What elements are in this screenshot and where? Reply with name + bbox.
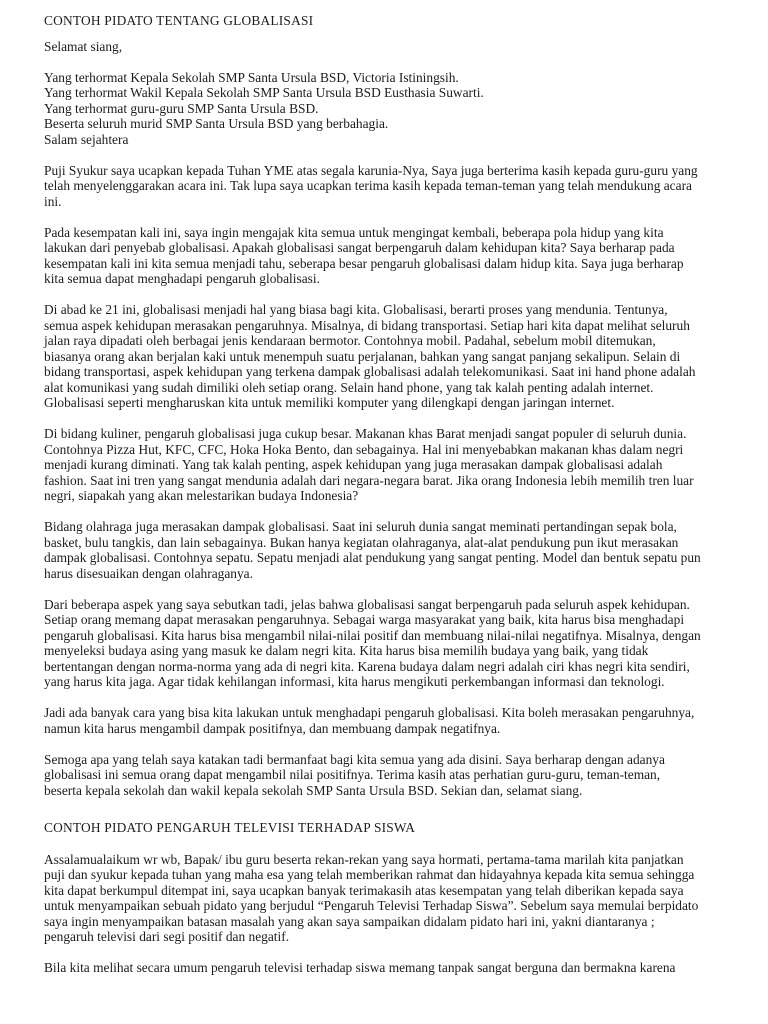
paragraph-line: dampak globalisasi. Contohnya sepatu. Sepatu menjadi alat pendukung yang sangat penting. Model dan bentuk sepatu pun — [44, 550, 701, 565]
paragraph-line: Dari beberapa aspek yang saya sebutkan tadi, jelas bahwa globalisasi sangat berpengaruh pada seluruh aspek kehidupan. — [44, 596, 690, 612]
paragraph-line: jalan raya dipadati oleh berbagai jenis kendaraan bermotor. Contohnya mobil. Padahal, sebelum mobil ditemukan, — [44, 333, 656, 348]
paragraph-line: Di abad ke 21 ini, globalisasi menjadi hal yang biasa bagi kita. Globalisasi, berarti proses yang mendunia. Tentunya, — [44, 302, 668, 317]
paragraph-line: basket, bulu tangkis, dan lain sebagainya. Bukan hanya kegiatan olahraganya, alat-alat pendukung pun ikut merasakan — [44, 534, 679, 550]
paragraph-line: Bidang olahraga juga merasakan dampak globalisasi. Saat ini seluruh dunia sangat meminati pertandingan sepak bola, — [44, 519, 677, 534]
paragraph-line: Pada kesempatan kali ini, saya ingin mengajak kita semua untuk mengingat kembali, beberapa pola hidup yang kita — [44, 224, 664, 240]
paragraph-line: namun kita harus mengambil dampak positifnya, dan membuang dampak negatifnya. — [44, 720, 501, 736]
paragraph-line: alat komunikasi yang sudah dimiliki oleh setiap orang. Selain hand phone, yang tak kalah penting adalah internet. — [44, 379, 654, 395]
paragraph-1 — [44, 163, 734, 210]
paragraph-line: globalisasi ini semua orang dapat mengambil nilai positifnya. Terima kasih atas perhatian guru-guru, teman-teman, — [44, 767, 661, 782]
greeting-text: Selamat siang, — [44, 38, 123, 54]
paragraph-5 — [44, 519, 734, 581]
salutation-block — [44, 70, 734, 148]
paragraph-line: telah menyelenggarakan acara ini. Tak lupa saya ucapkan terima kasih kepada teman-teman yang telah mendukung acara — [44, 178, 692, 193]
paragraph-10 — [44, 960, 734, 976]
paragraph-line: pengaruh globalisasi. Kita harus bisa mengambil nilai-nilai positif dan membuang nilai-nilai negatifnya. Misalnya, dengan — [44, 627, 701, 643]
paragraph-line: kita dapat berkumpul ditempat ini, saya ucapkan banyak terimakasih atas kesempatan yang telah diberikan kepada saya — [44, 882, 684, 898]
salutation-line: Yang terhormat Kepala Sekolah SMP Santa Ursula BSD, Victoria Istiningsih. — [44, 69, 459, 85]
paragraph-2 — [44, 225, 734, 287]
paragraph-line: menjadi kurang diminati. Yang tak kalah penting, aspek kehidupan yang juga merasakan dampak globalisasi adalah — [44, 457, 663, 472]
paragraph-line: beserta kepala sekolah dan wakil kepala sekolah SMP Santa Ursula BSD. Sekian dan, selamat siang. — [44, 782, 583, 798]
paragraph-7 — [44, 705, 734, 736]
paragraph-line: ini. — [44, 193, 62, 209]
paragraph-line: bidang transportasi, aspek kehidupan yang terkena dampak globalisasi adalah telekomunikasi. Saat ini hand phone adalah — [44, 364, 696, 379]
document-title: CONTOH PIDATO TENTANG GLOBALISASI — [44, 13, 314, 28]
salutation-line: Beserta seluruh murid SMP Santa Ursula BSD yang berbahagia. — [44, 116, 389, 131]
paragraph-line: negri, siapakah yang akan melestarikan budaya Indonesia? — [44, 488, 359, 503]
paragraph-line: pengaruh televisi dari segi positif dan negatif. — [44, 929, 290, 944]
paragraph-line: Bila kita melihat secara umum pengaruh televisi terhadap siswa memang tanpak sangat berguna dan bermakna karena — [44, 960, 676, 975]
paragraph-6 — [44, 597, 734, 690]
salutation-line: Yang terhormat Wakil Kepala Sekolah SMP Santa Ursula BSD Eusthasia Suwarti. — [44, 85, 484, 100]
paragraph-line: Assalamualaikum wr wb, Bapak/ ibu guru beserta rekan-rekan yang saya hormati, pertama-tama marilah kita panjatkan — [44, 851, 684, 867]
paragraph-line: kita semua dapat menghadapi pengaruh globalisasi. — [44, 271, 320, 286]
greeting — [44, 39, 734, 55]
document-page — [44, 13, 734, 991]
paragraph-line: bertentangan dengan norma-norma yang ada di negri kita. Karena budaya dalam negri adalah ciri khas negri kita sendiri, — [44, 658, 690, 674]
paragraph-line: yang harus kita jaga. Agar tidak kehilangan informasi, kita harus mengikuti perkembangan informasi dan teknologi. — [44, 674, 665, 689]
document-title-2: CONTOH PIDATO PENGARUH TELEVISI TERHADAP SISWA — [44, 820, 416, 835]
paragraph-line: puji dan syukur kepada tuhan yang maha esa yang telah memberikan rahmat dan hidayahnya kepada kita semua sehingga — [44, 867, 695, 882]
paragraph-line: Semoga apa yang telah saya katakan tadi bermanfaat bagi kita semua yang ada disini. Saya berharap dengan adanya — [44, 751, 665, 767]
paragraph-4 — [44, 426, 734, 504]
paragraph-line: fashion. Saat ini tren yang sangat mendunia adalah dari negara-negara barat. Jika orang Indonesia lebih memilih tren luar — [44, 472, 694, 488]
paragraph-line: untuk menyampaikan sebuah pidato yang berjudul “Pengaruh Televisi Terhadap Siswa”. Sebelum saya memulai berpidato — [44, 898, 699, 913]
salutation-line: Salam sejahtera — [44, 131, 129, 147]
paragraph-8 — [44, 752, 734, 799]
paragraph-line: saya ingin menyampaikan batasan masalah yang akan saya sampaikan didalam pidato hari ini, yakni diantaranya ; — [44, 913, 655, 929]
paragraph-3 — [44, 302, 734, 411]
paragraph-line: Setiap orang memang dapat merasakan pengaruhnya. Sebagai warga masyarakat yang baik, kita harus bisa menghadapi — [44, 612, 685, 627]
paragraph-line: biasanya orang akan berjalan kaki untuk menempuh suatu perjalanan, bahkan yang sangat panjang sekalipun. Selain di — [44, 348, 681, 364]
paragraph-line: lakukan dari penyebab globalisasi. Apakah globalisasi sangat berpengaruh dalam kehidupan kita? Saya berharap pada — [44, 240, 675, 255]
salutation-line: Yang terhormat guru-guru SMP Santa Ursula BSD. — [44, 100, 319, 116]
paragraph-line: kesempatan kali ini kita semua menjadi tahu, seberapa besar pengaruh globalisasi dalam hidup kita. Saya juga berharap — [44, 255, 684, 271]
paragraph-line: Puji Syukur saya ucapkan kepada Tuhan YME atas segala karunia-Nya, Saya juga berterima kasih kepada guru-guru yang — [44, 162, 698, 178]
paragraph-line: Jadi ada banyak cara yang bisa kita lakukan untuk menghadapi pengaruh globalisasi. Kita boleh merasakan pengaruhnya, — [44, 705, 695, 720]
paragraph-line: Contohnya Pizza Hut, KFC, CFC, Hoka Hoka Bento, dan sebagainya. Hal ini menyebabkan makanan khas dalam negri — [44, 441, 684, 457]
paragraph-line: semua aspek kehidupan merasakan pengaruhnya. Misalnya, di bidang transportasi. Setiap hari kita dapat melihat seluruh — [44, 317, 690, 333]
paragraph-9 — [44, 852, 734, 945]
paragraph-line: Di bidang kuliner, pengaruh globalisasi juga cukup besar. Makanan khas Barat menjadi sangat populer di seluruh dunia. — [44, 426, 687, 441]
paragraph-line: menyeleksi budaya asing yang masuk ke dalam negri kita. Kita harus bisa memilih budaya yang baik, yang tidak — [44, 643, 649, 658]
paragraph-line: harus disesuaikan dengan olahraganya. — [44, 565, 253, 581]
paragraph-line: Globalisasi seperti mengharuskan kita untuk memiliki komputer yang dilengkapi dengan jaringan internet. — [44, 395, 615, 410]
